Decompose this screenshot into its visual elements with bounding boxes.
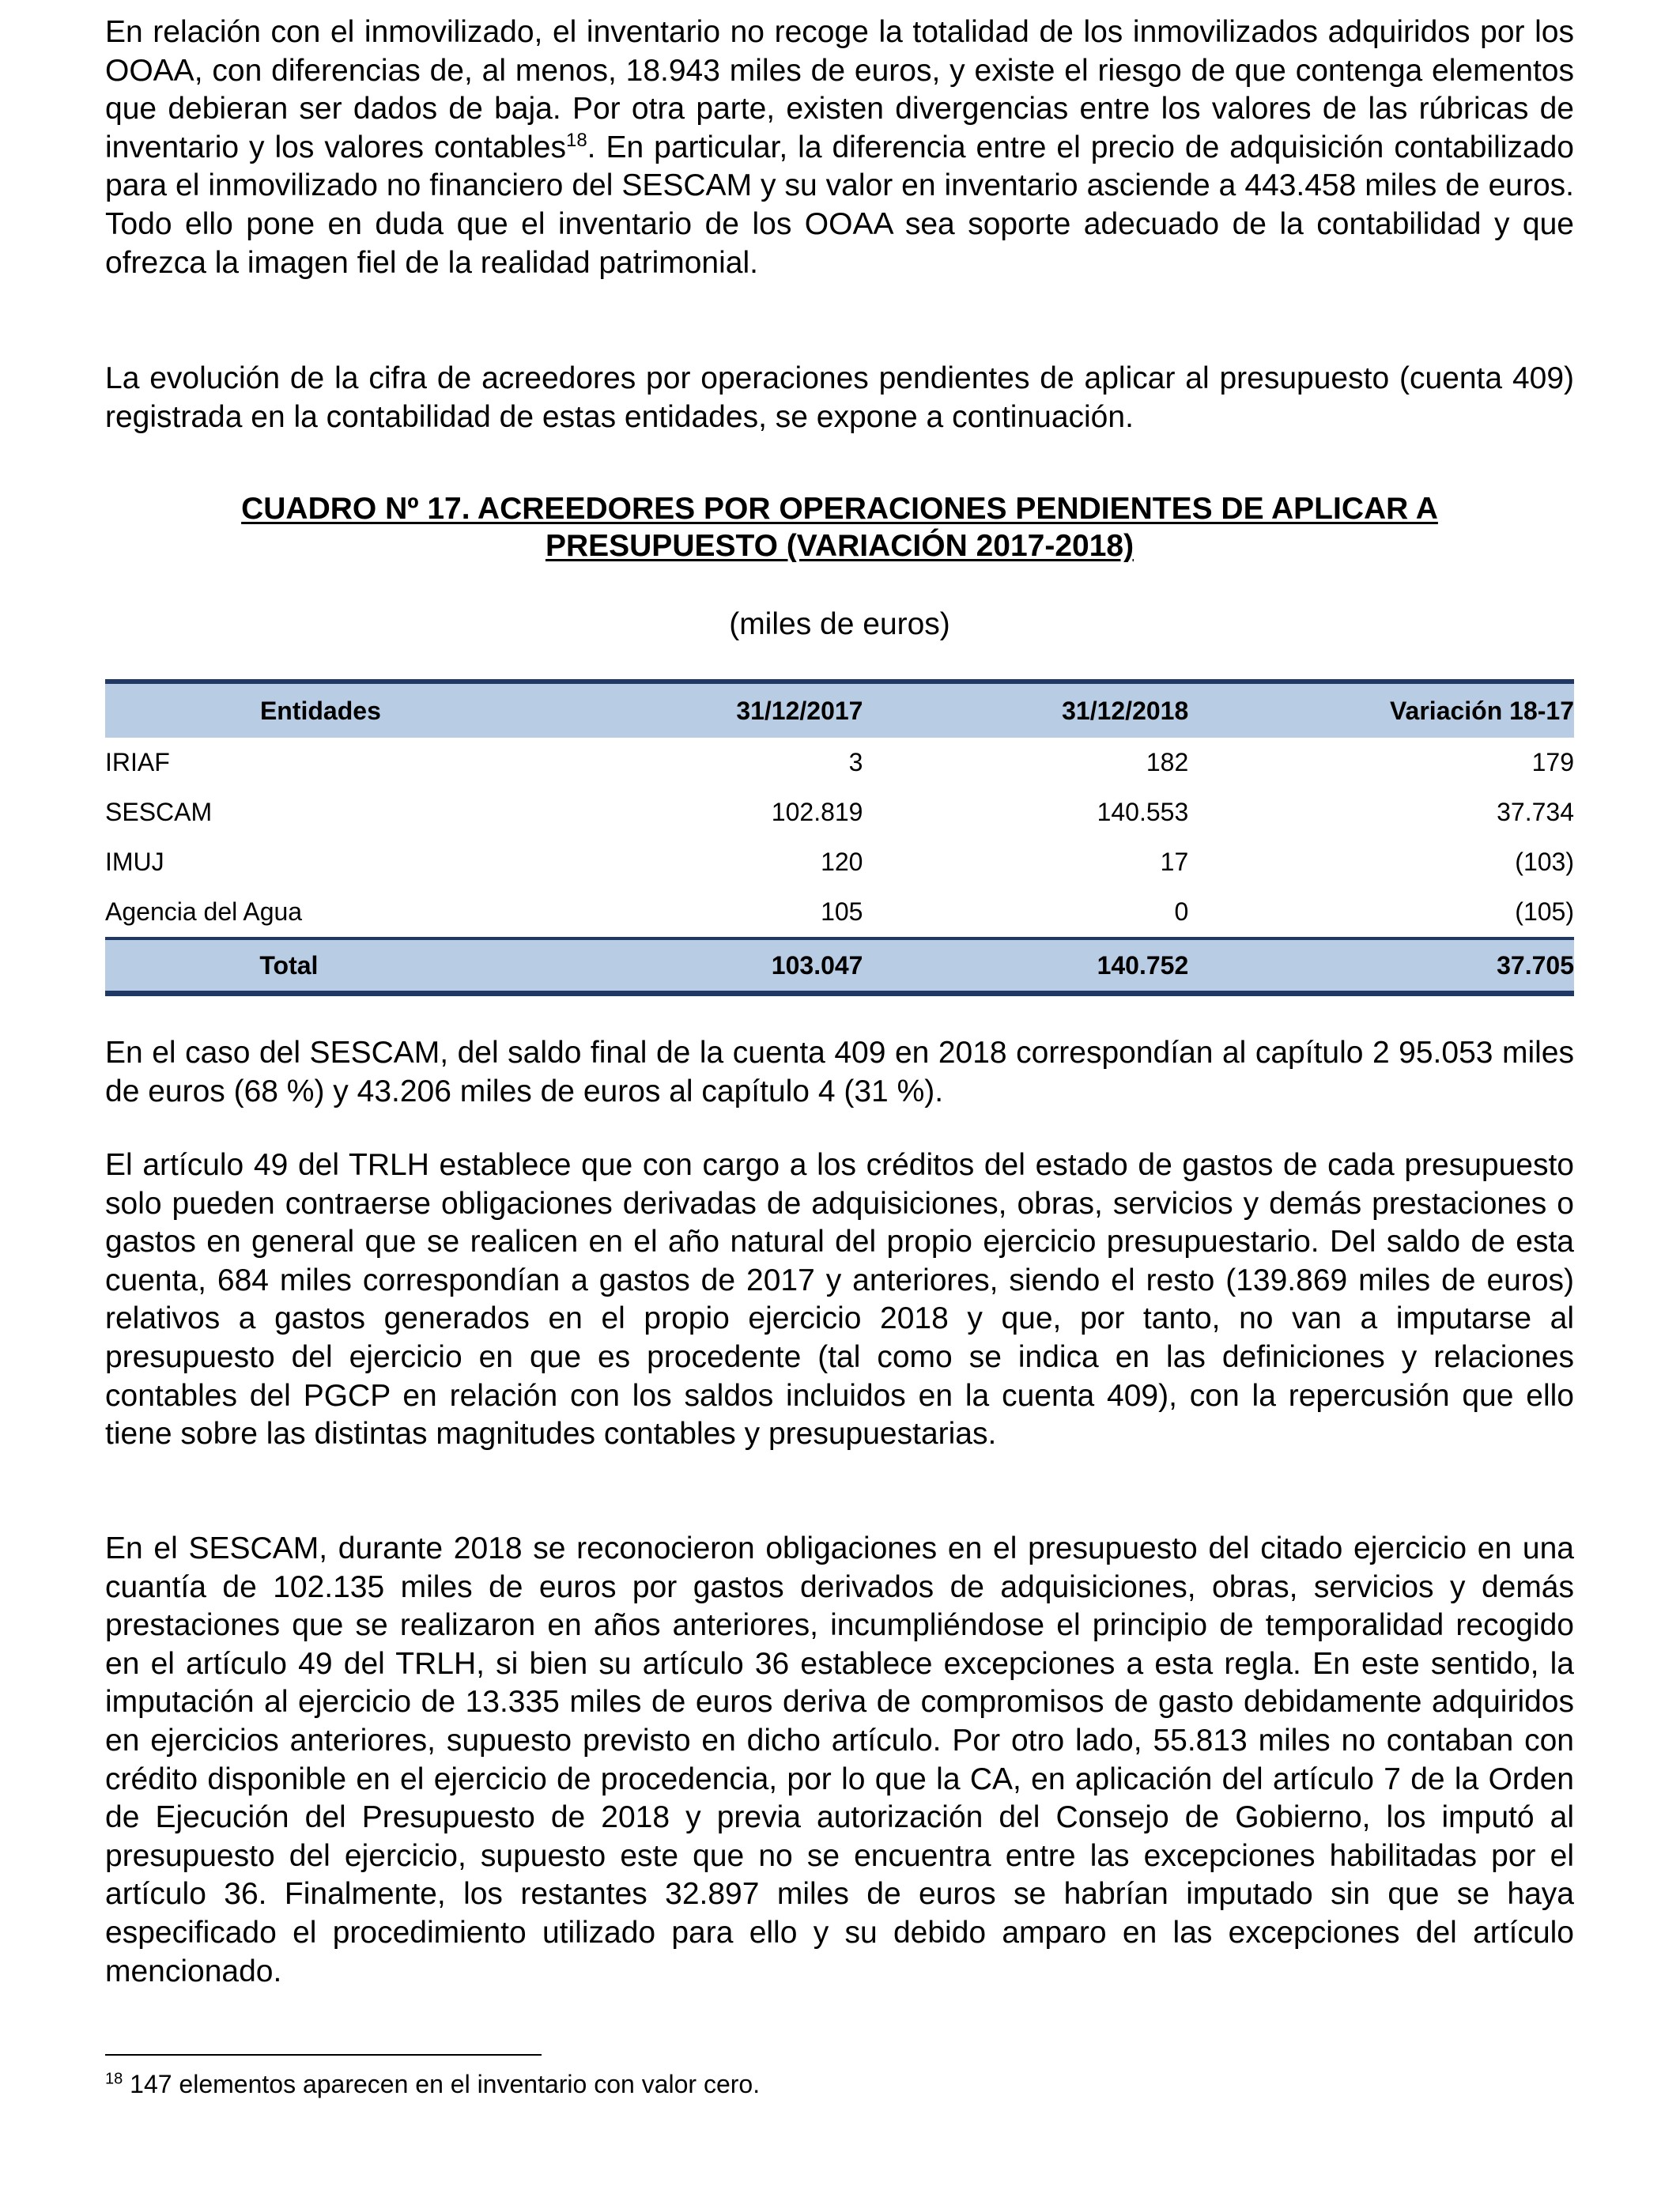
table-row bbox=[105, 837, 1574, 887]
cell-variacion: (105) bbox=[1515, 897, 1574, 926]
total-label: Total bbox=[105, 938, 536, 994]
cell-2018: 17 bbox=[1160, 848, 1189, 876]
footnote-reference[interactable]: 18 bbox=[565, 129, 587, 151]
table-row bbox=[105, 787, 1574, 837]
cell-2018: 140.553 bbox=[1097, 798, 1189, 826]
cell-entidad: IRIAF bbox=[105, 748, 170, 776]
table-caption bbox=[105, 490, 1574, 565]
paragraph-sescam-capitulos: En el caso del SESCAM, del saldo final de la cuenta 409 en 2018 correspondían al capítulo 2 95.053 miles de euros (68 %) y 43.206 miles de euros al capítulo 4 (31 %). bbox=[105, 1036, 1574, 1108]
table-total-row bbox=[105, 938, 1574, 994]
footnote-separator bbox=[105, 2054, 542, 2056]
footnote-number: 18 bbox=[105, 2070, 123, 2088]
paragraph-inmovilizado bbox=[105, 13, 1574, 282]
cell-2017: 3 bbox=[848, 748, 863, 776]
table-units: (miles de euros) bbox=[729, 607, 950, 641]
paragraph-text: En relación con el inmovilizado, el inventario no recoge la totalidad de los inmovilizados adquiridos por los OOAA, con diferencias de, al menos, 18.943 miles de euros, y existe el riesgo de que contenga elementos que debieran ser dados de baja. Por otra parte, existen divergencias entre los valores de las rúbricas de inventario y los valores contables bbox=[105, 15, 1574, 164]
header-variacion: Variación 18-17 bbox=[1188, 682, 1574, 738]
table-caption-line-2: PRESUPUESTO (VARIACIÓN 2017-2018) bbox=[545, 529, 1134, 563]
cell-variacion: 179 bbox=[1531, 748, 1574, 776]
table-header-row bbox=[105, 682, 1574, 738]
cell-2017: 120 bbox=[821, 848, 863, 876]
total-variacion: 37.705 bbox=[1188, 938, 1574, 994]
cell-2017: 105 bbox=[821, 897, 863, 926]
table-row bbox=[105, 738, 1574, 787]
table-row bbox=[105, 887, 1574, 938]
footnote-text: 147 elementos aparecen en el inventario con valor cero. bbox=[123, 2070, 761, 2098]
total-2018: 140.752 bbox=[863, 938, 1188, 994]
cell-entidad: Agencia del Agua bbox=[105, 897, 303, 926]
table-caption-line-1: CUADRO Nº 17. ACREEDORES POR OPERACIONES PENDIENTES DE APLICAR A bbox=[241, 492, 1438, 526]
cell-variacion: 37.734 bbox=[1497, 798, 1574, 826]
paragraph-articulo-49: El artículo 49 del TRLH establece que con cargo a los créditos del estado de gastos de cada presupuesto solo pueden contraerse obligaciones derivadas de adquisiciones, obras, servicios y demás prestaciones o gastos en general que se realicen en el año natural del propio ejercicio presupuestario. Del saldo de esta cuenta, 684 miles correspondían a gastos de 2017 y anteriores, siendo el resto (139.869 miles de euros) relativos a gastos generados en el propio ejercicio 2018 y que, por tanto, no van a imputarse al presupuesto del ejercicio en que es procedente (tal como se indica en las definiciones y relaciones contables del PGCP en relación con los saldos incluidos en la cuenta 409), con la repercusión que ello tiene sobre las distintas magnitudes contables y presupuestarias. bbox=[105, 1148, 1574, 1452]
header-entidades: Entidades bbox=[105, 682, 536, 738]
header-2018: 31/12/2018 bbox=[863, 682, 1188, 738]
footnote bbox=[105, 2068, 760, 2100]
acreedores-table bbox=[105, 679, 1574, 996]
paragraph-sescam-obligaciones: En el SESCAM, durante 2018 se reconocieron obligaciones en el presupuesto del citado ejercicio en una cuantía de 102.135 miles de euros por gastos derivados de adquisiciones, obras, servicios y demás prestaciones que se realizaron en años anteriores, incumpliéndose el principio de temporalidad recogido en el artículo 49 del TRLH, si bien su artículo 36 establece excepciones a esta regla. En este sentido, la imputación al ejercicio de 13.335 miles de euros deriva de compromisos de gasto debidamente adquiridos en ejercicios anteriores, supuesto previsto en dicho artículo. Por otro lado, 55.813 miles no contaban con crédito disponible en el ejercicio de procedencia, por lo que la CA, en aplicación del artículo 7 de la Orden de Ejecución del Presupuesto de 2018 y previa autorización del Consejo de Gobierno, los imputó al presupuesto del ejercicio, supuesto este que no se encuentra entre las excepciones habilitadas por el artículo 36. Finalmente, los restantes 32.897 miles de euros se habrían imputado sin que se haya especificado el procedimiento utilizado para ello y su debido amparo en las excepciones del artículo mencionado. bbox=[105, 1531, 1574, 1988]
total-2017: 103.047 bbox=[536, 938, 863, 994]
paragraph-evolucion-acreedores: La evolución de la cifra de acreedores por operaciones pendientes de aplicar al presupuesto (cuenta 409) registrada en la contabilidad de estas entidades, se expone a continuación. bbox=[105, 361, 1574, 434]
cell-entidad: SESCAM bbox=[105, 798, 213, 826]
header-2017: 31/12/2017 bbox=[536, 682, 863, 738]
cell-variacion: (103) bbox=[1515, 848, 1574, 876]
paragraph-text: . En particular, la diferencia entre el precio de adquisición contabilizado para el inmovilizado no financiero del SESCAM y su valor en inventario asciende a 443.458 miles de euros. Todo ello pone en duda que el inventario de los OOAA sea soporte adecuado de la contabilidad y que ofrezca la imagen fiel de la realidad patrimonial. bbox=[105, 130, 1574, 280]
cell-2018: 0 bbox=[1174, 897, 1189, 926]
cell-2018: 182 bbox=[1146, 748, 1189, 776]
cell-2017: 102.819 bbox=[771, 798, 863, 826]
cell-entidad: IMUJ bbox=[105, 848, 164, 876]
